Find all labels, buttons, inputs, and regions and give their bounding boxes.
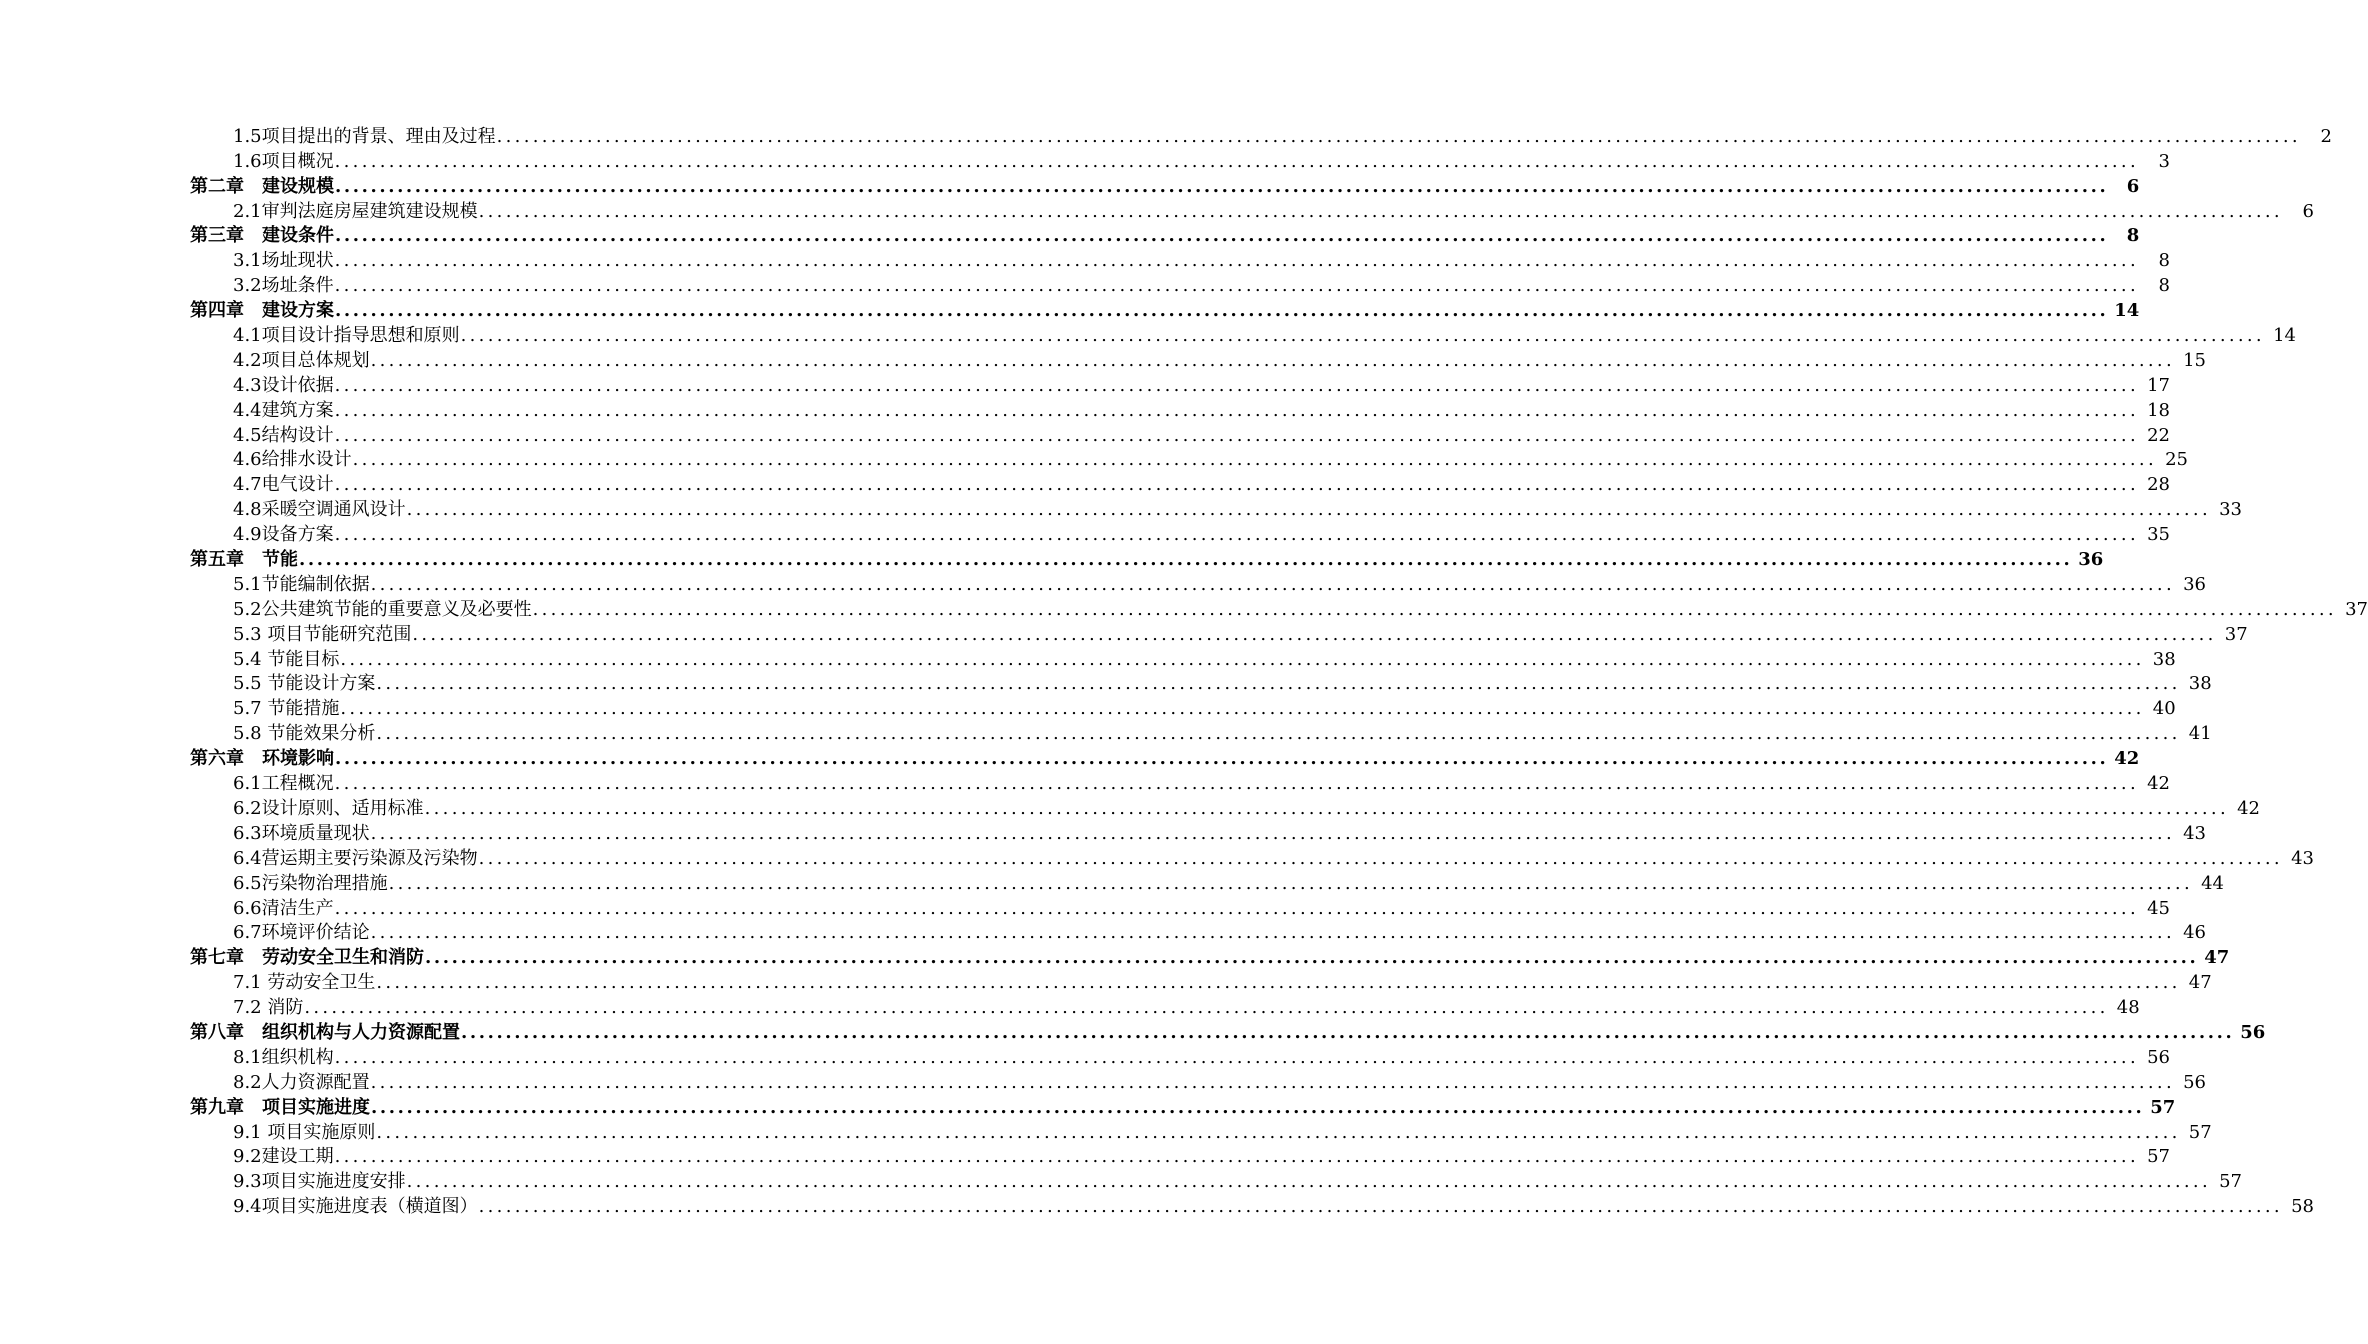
toc-leader-dots: ........................................................................................................................................................................................................ <box>370 349 2175 371</box>
toc-leader-dots: ........................................................................................................................................................................................................ <box>335 175 2109 197</box>
toc-entry-title: 5.3 项目节能研究范围 <box>233 623 412 645</box>
toc-leader-dots: ........................................................................................................................................................................................................ <box>406 499 2211 521</box>
toc-entry-title: 第四章 建设方案 <box>190 300 334 322</box>
toc-chapter-entry[interactable] <box>0 1019 2266 1044</box>
toc-section-entry[interactable] <box>0 198 2314 223</box>
toc-section-entry[interactable] <box>0 1119 2212 1144</box>
toc-leader-dots: ........................................................................................................................................................................................................ <box>334 374 2139 396</box>
toc-page-number: 28 <box>2147 474 2170 496</box>
toc-leader-dots: ........................................................................................................................................................................................................ <box>376 972 2181 994</box>
toc-entry-title: 9.2建设工期 <box>233 1146 334 1168</box>
toc-leader-dots: ........................................................................................................................................................................................................ <box>371 1096 2145 1118</box>
toc-section-entry[interactable] <box>0 720 2212 745</box>
toc-leader-dots: ........................................................................................................................................................................................................ <box>370 573 2175 595</box>
toc-leader-dots: ........................................................................................................................................................................................................ <box>376 1121 2181 1143</box>
toc-section-entry[interactable] <box>0 471 2170 496</box>
toc-leader-dots: ........................................................................................................................................................................................................ <box>334 150 2139 172</box>
toc-leader-dots: ........................................................................................................................................................................................................ <box>334 275 2139 297</box>
toc-leader-dots: ........................................................................................................................................................................................................ <box>334 1146 2139 1168</box>
toc-page-number: 47 <box>2204 947 2230 969</box>
toc-page-number: 47 <box>2188 972 2212 994</box>
toc-entry-title: 第九章 项目实施进度 <box>190 1096 370 1118</box>
toc-leader-dots: ........................................................................................................................................................................................................ <box>478 1196 2283 1218</box>
toc-leader-dots: ........................................................................................................................................................................................................ <box>376 673 2181 695</box>
toc-entry-title: 5.7 节能措施 <box>233 698 340 720</box>
toc-page-number: 3 <box>2158 150 2170 172</box>
toc-leader-dots: ........................................................................................................................................................................................................ <box>370 922 2175 944</box>
toc-section-entry[interactable] <box>0 1144 2170 1169</box>
toc-section-entry[interactable] <box>0 1168 2242 1193</box>
toc-leader-dots: ........................................................................................................................................................................................................ <box>340 698 2145 720</box>
toc-entry-title: 8.1组织机构 <box>233 1046 334 1068</box>
toc-leader-dots: ........................................................................................................................................................................................................ <box>335 225 2109 247</box>
toc-section-entry[interactable] <box>0 621 2248 646</box>
toc-leader-dots: ........................................................................................................................................................................................................ <box>334 773 2139 795</box>
toc-page-number: 37 <box>2224 623 2248 645</box>
toc-page-number: 2 <box>2320 125 2332 147</box>
toc-chapter-entry[interactable] <box>0 223 2140 248</box>
toc-page-number: 57 <box>2147 1146 2170 1168</box>
toc-section-entry[interactable] <box>0 596 2368 621</box>
toc-section-entry[interactable] <box>0 646 2176 671</box>
toc-section-entry[interactable] <box>0 845 2314 870</box>
toc-page-number: 22 <box>2147 424 2170 446</box>
toc-section-entry[interactable] <box>0 870 2224 895</box>
toc-section-entry[interactable] <box>0 496 2242 521</box>
toc-page-number: 6 <box>2302 200 2314 222</box>
toc-entry-title: 5.2公共建筑节能的重要意义及必要性 <box>233 598 532 620</box>
toc-page-number: 42 <box>2147 773 2170 795</box>
toc-entry-title: 9.4项目实施进度表（横道图） <box>233 1196 478 1218</box>
toc-section-entry[interactable] <box>0 671 2212 696</box>
toc-entry-title: 6.7环境评价结论 <box>233 922 370 944</box>
toc-section-entry[interactable] <box>0 272 2170 297</box>
toc-leader-dots: ........................................................................................................................................................................................................ <box>335 300 2109 322</box>
toc-page-number: 40 <box>2152 698 2176 720</box>
toc-page-number: 56 <box>2147 1046 2170 1068</box>
toc-section-entry[interactable] <box>0 895 2170 920</box>
toc-page-number: 8 <box>2158 275 2170 297</box>
toc-leader-dots: ........................................................................................................................................................................................................ <box>425 947 2199 969</box>
toc-page-number: 57 <box>2150 1096 2176 1118</box>
toc-leader-dots: ........................................................................................................................................................................................................ <box>376 723 2181 745</box>
toc-page-number: 46 <box>2183 922 2206 944</box>
toc-section-entry[interactable] <box>0 447 2188 472</box>
toc-leader-dots: ........................................................................................................................................................................................................ <box>304 997 2109 1019</box>
toc-entry-title: 3.2场址条件 <box>233 275 334 297</box>
toc-page-number: 6 <box>2126 175 2140 197</box>
toc-section-entry[interactable] <box>0 372 2170 397</box>
toc-page-number: 38 <box>2188 673 2212 695</box>
toc-leader-dots: ........................................................................................................................................................................................................ <box>412 623 2217 645</box>
toc-leader-dots: ........................................................................................................................................................................................................ <box>370 1071 2175 1093</box>
toc-page-number: 43 <box>2291 847 2314 869</box>
toc-leader-dots: ........................................................................................................................................................................................................ <box>334 250 2139 272</box>
toc-entry-title: 4.3设计依据 <box>233 374 334 396</box>
toc-entry-title: 6.4营运期主要污染源及污染物 <box>233 847 478 869</box>
toc-section-entry[interactable] <box>0 820 2206 845</box>
toc-entry-title: 6.1工程概况 <box>233 773 334 795</box>
toc-entry-title: 5.4 节能目标 <box>233 648 340 670</box>
toc-section-entry[interactable] <box>0 969 2212 994</box>
toc-entry-title: 9.3项目实施进度安排 <box>233 1171 406 1193</box>
toc-section-entry[interactable] <box>0 123 2332 148</box>
toc-entry-title: 8.2人力资源配置 <box>233 1071 370 1093</box>
toc-leader-dots: ........................................................................................................................................................................................................ <box>478 847 2283 869</box>
toc-entry-title: 9.1 项目实施原则 <box>233 1121 376 1143</box>
toc-entry-title: 6.5污染物治理措施 <box>233 872 388 894</box>
toc-section-entry[interactable] <box>0 322 2296 347</box>
toc-leader-dots: ........................................................................................................................................................................................................ <box>334 897 2139 919</box>
table-of-contents <box>0 123 2368 1218</box>
toc-leader-dots: ........................................................................................................................................................................................................ <box>334 1046 2139 1068</box>
toc-chapter-entry[interactable] <box>0 745 2140 770</box>
toc-leader-dots: ........................................................................................................................................................................................................ <box>424 797 2229 819</box>
toc-section-entry[interactable] <box>0 920 2206 945</box>
toc-page-number: 35 <box>2147 524 2170 546</box>
toc-entry-title: 4.6给排水设计 <box>233 449 352 471</box>
toc-page-number: 42 <box>2237 797 2260 819</box>
toc-page-number: 42 <box>2114 748 2140 770</box>
toc-entry-title: 1.6项目概况 <box>233 150 334 172</box>
toc-page-number: 58 <box>2291 1196 2314 1218</box>
toc-entry-title: 4.7电气设计 <box>233 474 334 496</box>
toc-section-entry[interactable] <box>0 1044 2170 1069</box>
toc-page-number: 14 <box>2114 300 2140 322</box>
toc-chapter-entry[interactable] <box>0 546 2104 571</box>
toc-section-entry[interactable] <box>0 770 2170 795</box>
toc-page-number: 8 <box>2158 250 2170 272</box>
toc-leader-dots: ........................................................................................................................................................................................................ <box>388 872 2193 894</box>
toc-leader-dots: ........................................................................................................................................................................................................ <box>335 748 2109 770</box>
toc-leader-dots: ........................................................................................................................................................................................................ <box>352 449 2157 471</box>
toc-leader-dots: ........................................................................................................................................................................................................ <box>334 524 2139 546</box>
toc-section-entry[interactable] <box>0 347 2206 372</box>
toc-section-entry[interactable] <box>0 521 2170 546</box>
toc-page-number: 33 <box>2219 499 2242 521</box>
toc-page-number: 44 <box>2201 872 2224 894</box>
toc-page-number: 56 <box>2183 1071 2206 1093</box>
toc-entry-title: 4.8采暖空调通风设计 <box>233 499 406 521</box>
toc-section-entry[interactable] <box>0 571 2206 596</box>
toc-entry-title: 7.2 消防 <box>233 997 304 1019</box>
toc-entry-title: 6.2设计原则、适用标准 <box>233 797 424 819</box>
toc-entry-title: 5.5 节能设计方案 <box>233 673 376 695</box>
toc-leader-dots: ........................................................................................................................................................................................................ <box>406 1171 2211 1193</box>
toc-section-entry[interactable] <box>0 247 2170 272</box>
toc-section-entry[interactable] <box>0 1193 2314 1218</box>
toc-leader-dots: ........................................................................................................................................................................................................ <box>340 648 2145 670</box>
toc-section-entry[interactable] <box>0 994 2140 1019</box>
toc-page-number: 57 <box>2188 1121 2212 1143</box>
toc-leader-dots: ........................................................................................................................................................................................................ <box>478 200 2283 222</box>
toc-chapter-entry[interactable] <box>0 173 2140 198</box>
toc-page-number: 17 <box>2147 374 2170 396</box>
toc-entry-title: 第八章 组织机构与人力资源配置 <box>190 1021 460 1043</box>
toc-page-number: 25 <box>2165 449 2188 471</box>
toc-section-entry[interactable] <box>0 422 2170 447</box>
toc-leader-dots: ........................................................................................................................................................................................................ <box>370 822 2175 844</box>
toc-chapter-entry[interactable] <box>0 297 2140 322</box>
toc-section-entry[interactable] <box>0 695 2176 720</box>
toc-page-number: 38 <box>2152 648 2176 670</box>
toc-entry-title: 第二章 建设规模 <box>190 175 334 197</box>
toc-leader-dots: ........................................................................................................................................................................................................ <box>334 474 2139 496</box>
toc-page-number: 43 <box>2183 822 2206 844</box>
toc-entry-title: 第七章 劳动安全卫生和消防 <box>190 947 424 969</box>
toc-entry-title: 2.1审判法庭房屋建筑建设规模 <box>233 200 478 222</box>
toc-section-entry[interactable] <box>0 1069 2206 1094</box>
toc-entry-title: 1.5项目提出的背景、理由及过程 <box>233 125 496 147</box>
toc-leader-dots: ........................................................................................................................................................................................................ <box>334 424 2139 446</box>
toc-section-entry[interactable] <box>0 795 2260 820</box>
toc-leader-dots: ........................................................................................................................................................................................................ <box>460 325 2265 347</box>
toc-entry-title: 6.3环境质量现状 <box>233 822 370 844</box>
toc-leader-dots: ........................................................................................................................................................................................................ <box>461 1021 2235 1043</box>
toc-entry-title: 第五章 节能 <box>190 549 298 571</box>
toc-entry-title: 4.4建筑方案 <box>233 399 334 421</box>
toc-page-number: 36 <box>2183 573 2206 595</box>
toc-page-number: 57 <box>2219 1171 2242 1193</box>
toc-entry-title: 4.5结构设计 <box>233 424 334 446</box>
toc-entry-title: 3.1场址现状 <box>233 250 334 272</box>
toc-page-number: 56 <box>2240 1021 2266 1043</box>
toc-entry-title: 5.1节能编制依据 <box>233 573 370 595</box>
toc-page-number: 36 <box>2078 549 2104 571</box>
toc-leader-dots: ........................................................................................................................................................................................................ <box>334 399 2139 421</box>
toc-chapter-entry[interactable] <box>0 944 2230 969</box>
toc-section-entry[interactable] <box>0 397 2170 422</box>
toc-page-number: 48 <box>2116 997 2140 1019</box>
toc-entry-title: 4.9设备方案 <box>233 524 334 546</box>
toc-page-number: 8 <box>2126 225 2140 247</box>
toc-entry-title: 第六章 环境影响 <box>190 748 334 770</box>
toc-page-number: 15 <box>2183 349 2206 371</box>
toc-page-number: 14 <box>2273 325 2296 347</box>
toc-page-number: 37 <box>2345 598 2368 620</box>
toc-entry-title: 4.1项目设计指导思想和原则 <box>233 325 460 347</box>
toc-section-entry[interactable] <box>0 148 2170 173</box>
toc-entry-title: 5.8 节能效果分析 <box>233 723 376 745</box>
toc-entry-title: 4.2项目总体规划 <box>233 349 370 371</box>
toc-leader-dots: ........................................................................................................................................................................................................ <box>532 598 2337 620</box>
toc-entry-title: 6.6清洁生产 <box>233 897 334 919</box>
toc-chapter-entry[interactable] <box>0 1094 2176 1119</box>
toc-leader-dots: ........................................................................................................................................................................................................ <box>299 549 2073 571</box>
toc-page-number: 18 <box>2147 399 2170 421</box>
toc-leader-dots: ........................................................................................................................................................................................................ <box>496 125 2301 147</box>
toc-entry-title: 第三章 建设条件 <box>190 225 334 247</box>
toc-page-number: 41 <box>2188 723 2212 745</box>
toc-page-number: 45 <box>2147 897 2170 919</box>
toc-entry-title: 7.1 劳动安全卫生 <box>233 972 376 994</box>
